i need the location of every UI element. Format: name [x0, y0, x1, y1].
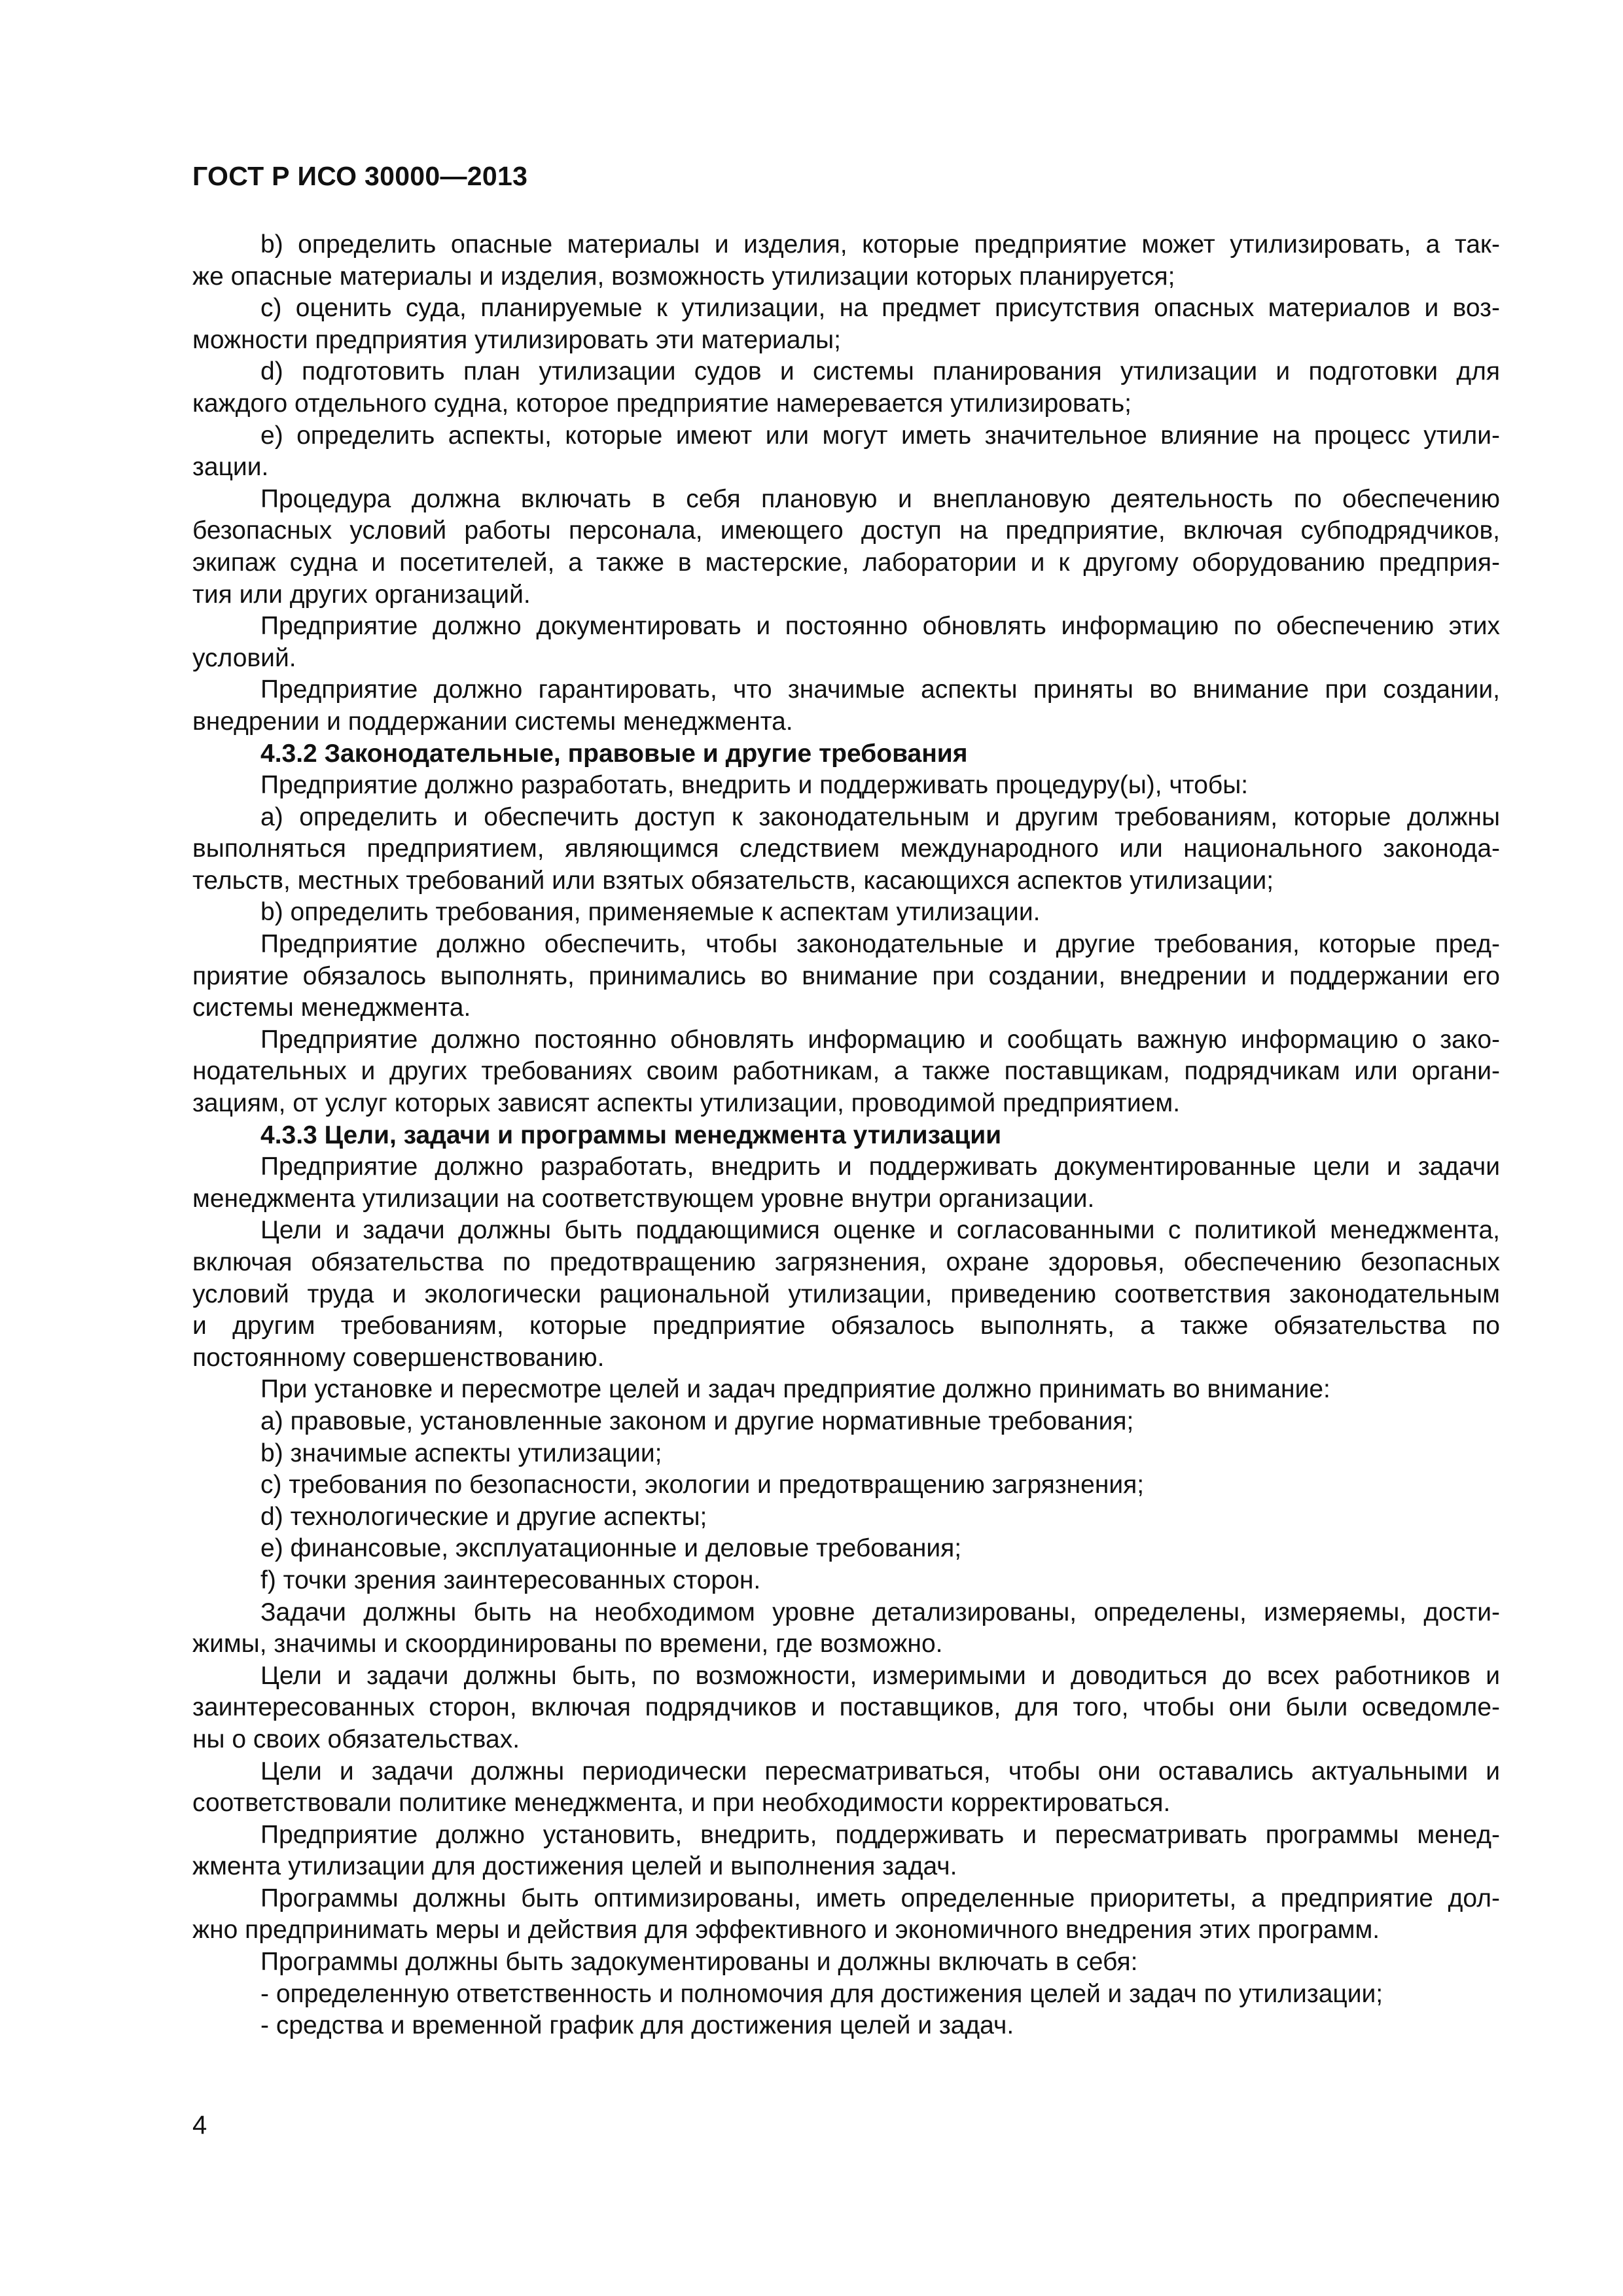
text-line: Предприятие должно установить, внедрить, поддерживать и пересматривать программы менед- [260, 1820, 1500, 1849]
text-line: Задачи должны быть на необходимом уровне детализированы, определены, измеряемы, дости- [260, 1598, 1500, 1626]
text-line: Программы должны быть оптимизированы, иметь определенные приоритеты, а предприятие дол- [260, 1884, 1500, 1912]
list-item: f) точки зрения заинтересованных сторон. [260, 1566, 761, 1594]
list-item: - определенную ответственность и полномочия для достижения целей и задач по утилизации; [260, 1979, 1383, 2008]
text-line: Цели и задачи должны быть поддающимися оценке и согласованными с политикой менеджмента, [260, 1216, 1500, 1245]
text-line: заинтересованных сторон, включая подрядчиков и поставщиков, для того, чтобы они были осведомле- [192, 1693, 1500, 1722]
text-line: ны о своих обязательствах. [192, 1725, 520, 1753]
list-item: c) требования по безопасности, экологии и предотвращению загрязнения; [260, 1471, 1145, 1499]
text-line: e) определить аспекты, которые имеют или могут иметь значительное влияние на процесс утили- [260, 421, 1500, 450]
list-item: e) финансовые, эксплуатационные и деловые требования; [260, 1534, 962, 1563]
list-item: b) значимые аспекты утилизации; [260, 1439, 662, 1467]
text-line: Процедура должна включать в себя плановую и внеплановую деятельность по обеспечению [260, 484, 1500, 513]
text-line: нодательных и других требованиях своим работникам, а также поставщикам, подрядчикам или органи- [192, 1057, 1500, 1086]
text-line: выполняться предприятием, являющимся следствием международного или национального законода- [192, 834, 1500, 863]
text-line: постоянному совершенствованию. [192, 1343, 605, 1372]
text-line: тия или других организаций. [192, 580, 531, 609]
text-line: соответствовали политике менеджмента, и при необходимости корректироваться. [192, 1789, 1171, 1818]
text-line: Предприятие должно гарантировать, что значимые аспекты приняты во внимание при создании, [260, 675, 1500, 704]
text-line: приятие обязалось выполнять, принимались во внимание при создании, внедрении и поддержании его [192, 961, 1500, 990]
list-item: - средства и временной график для достижения целей и задач. [260, 2011, 1014, 2040]
section-heading: 4.3.2 Законодательные, правовые и другие требования [260, 739, 968, 768]
text-line: Программы должны быть задокументированы и должны включать в себя: [260, 1948, 1138, 1977]
text-line: экипаж судна и посетителей, а также в мастерские, лаборатории и к другому оборудованию предприя- [192, 548, 1500, 577]
text-line: зациям, от услуг которых зависят аспекты утилизации, проводимой предприятием. [192, 1089, 1181, 1118]
list-item: a) правовые, установленные законом и другие нормативные требования; [260, 1407, 1134, 1435]
section-heading: 4.3.3 Цели, задачи и программы менеджмента утилизации [260, 1121, 1002, 1149]
text-line: Предприятие должно обеспечить, чтобы законодательные и другие требования, которые пред- [260, 930, 1500, 959]
text-line: Предприятие должно постоянно обновлять информацию и сообщать важную информацию о зако- [260, 1025, 1500, 1054]
text-line: Предприятие должно разработать, внедрить и поддерживать документированные цели и задачи [260, 1153, 1500, 1181]
text-line: условий. [192, 643, 296, 672]
text-line: Предприятие должно разработать, внедрить и поддерживать процедуру(ы), чтобы: [260, 771, 1249, 800]
text-line: Цели и задачи должны быть, по возможности, измеримыми и доводиться до всех работников и [260, 1661, 1500, 1690]
text-line: жмента утилизации для достижения целей и выполнения задач. [192, 1852, 957, 1881]
text-line: тельств, местных требований или взятых обязательств, касающихся аспектов утилизации; [192, 866, 1274, 895]
list-item: d) технологические и другие аспекты; [260, 1502, 707, 1531]
text-line: же опасные материалы и изделия, возможность утилизации которых планируется; [192, 262, 1175, 291]
document-header: ГОСТ Р ИСО 30000—2013 [192, 161, 528, 191]
text-line: и другим требованиям, которые предприятие обязалось выполнять, а также обязательства по [192, 1312, 1500, 1340]
text-line: a) определить и обеспечить доступ к законодательным и другим требованиям, которые должны [260, 802, 1500, 831]
text-line: можности предприятия утилизировать эти материалы; [192, 325, 842, 354]
text-line: зации. [192, 453, 269, 482]
text-line: безопасных условий работы персонала, имеющего доступ на предприятие, включая субподрядчиков, [192, 516, 1500, 545]
text-line: c) оценить суда, планируемые к утилизации, на предмет присутствия опасных материалов и воз- [260, 294, 1500, 323]
text-line: жимы, значимы и скоординированы по времени, где возможно. [192, 1630, 943, 1659]
text-line: Предприятие должно документировать и постоянно обновлять информацию по обеспечению этих [260, 612, 1500, 641]
text-line: b) определить требования, применяемые к аспектам утилизации. [260, 898, 1041, 927]
text-line: b) определить опасные материалы и изделия, которые предприятие может утилизировать, а так- [260, 230, 1500, 259]
text-line: жно предпринимать меры и действия для эффективного и экономичного внедрения этих программ. [192, 1916, 1380, 1945]
page-number: 4 [192, 2111, 207, 2140]
text-line: внедрении и поддержании системы менеджмента. [192, 707, 793, 736]
text-line: Цели и задачи должны периодически пересматриваться, чтобы они оставались актуальными и [260, 1757, 1500, 1785]
text-line: менеджмента утилизации на соответствующем уровне внутри организации. [192, 1184, 1095, 1213]
text-line: d) подготовить план утилизации судов и системы планирования утилизации и подготовки для [260, 357, 1500, 386]
text-line: условий труда и экологически рациональной утилизации, приведению соответствия законодательным [192, 1280, 1500, 1308]
text-line: При установке и пересмотре целей и задач предприятие должно принимать во внимание: [260, 1375, 1330, 1404]
text-line: каждого отдельного судна, которое предприятие намеревается утилизировать; [192, 389, 1132, 418]
text-line: системы менеджмента. [192, 994, 471, 1022]
text-line: включая обязательства по предотвращению загрязнения, охране здоровья, обеспечению безопасных [192, 1248, 1500, 1276]
document-body [192, 229, 1500, 2042]
